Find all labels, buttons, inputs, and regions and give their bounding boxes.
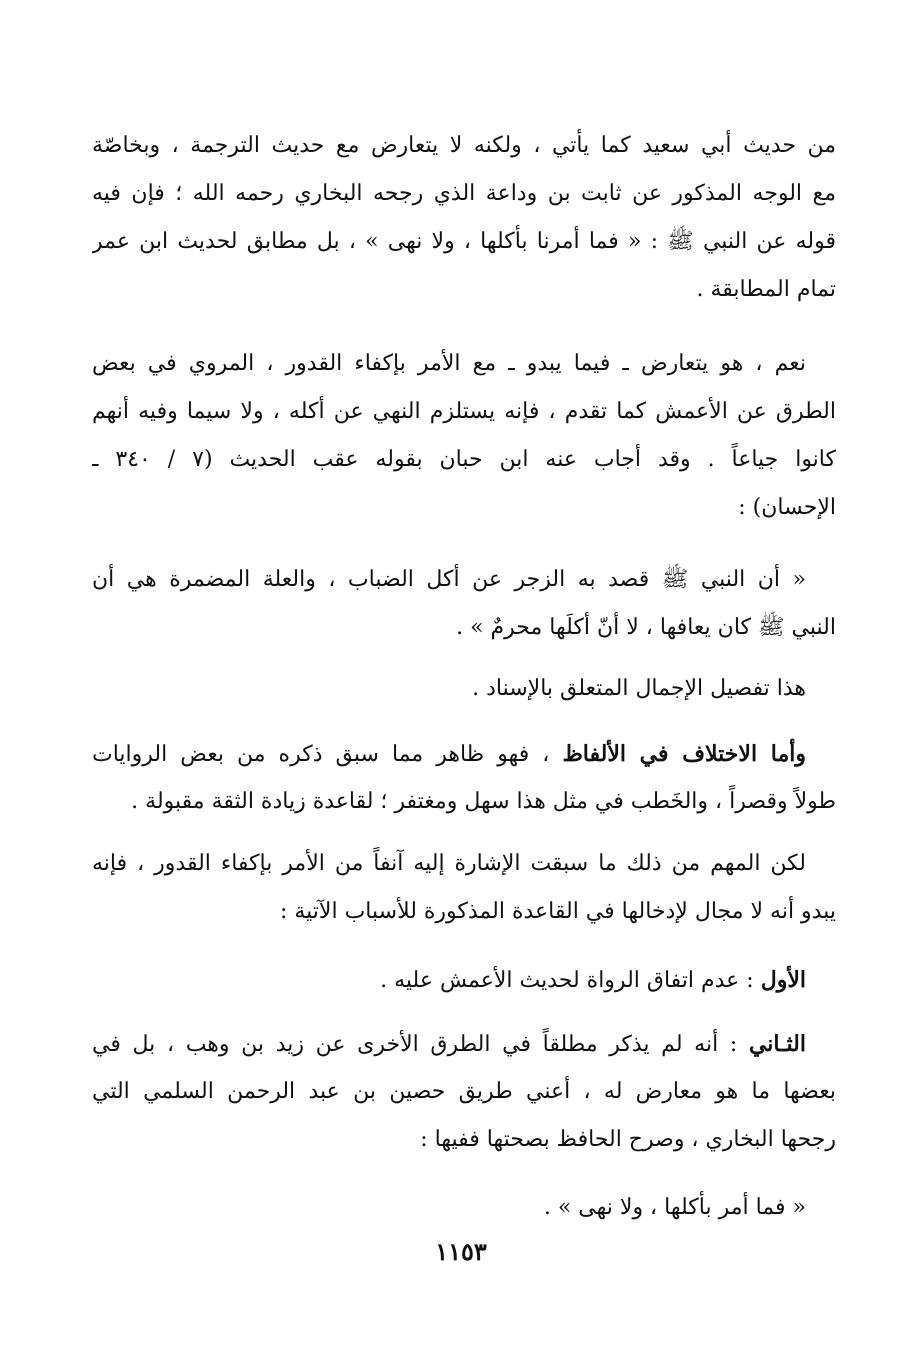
line-continuation: : أنه لم يذكر مطلقاً في الطرق الأخرى عن زيد بن وهب ، بل في [92,1032,738,1057]
bold-heading: الثـاني [748,1031,806,1057]
text-line: مع الوجه المذكور عن ثابت بن وداعة الذي رجحه البخاري رحمه الله ؛ فإن فيه [92,181,836,206]
text-line: الطرق عن الأعمش كما تقدم ، فإنه يستلزم النهي عن أكله ، ولا سيما وفيه أنهم [92,399,836,424]
text-line: طولاً وقصراً ، والخَطب في مثل هذا سهل ومغتفر ؛ لقاعدة زيادة الثقة مقبولة . [131,789,836,814]
bold-heading: وأما الاختلاف في الألفاظ [562,741,806,767]
text-line [92,730,836,778]
text-line: « فما أمر بأكلها ، ولا نهى » . [543,1195,806,1220]
text-line: رجحها البخاري ، وصرح الحافظ بصحتها ففيها : [420,1127,836,1152]
paragraph-5 [92,730,836,826]
line-continuation: : عدم اتفاق الرواة لحديث الأعمش عليه . [380,968,754,993]
page-number: ١١٥٣ [435,1237,487,1266]
text-line: « أن النبي ﷺ قصد به الزجر عن أكل الضباب ، والعلة المضمرة هي أن [92,567,806,592]
text-line: من حديث أبي سعيد كما يأتي ، ولكنه لا يتعارض مع حديث الترجمة ، وبخاصّة [92,133,836,158]
text-line: قوله عن النبي ﷺ : « فما أمرنا بأكلها ، ولا نهى » ، بل مطابق لحديث ابن عمر [92,229,836,254]
text-line [92,1020,836,1068]
line-continuation: ، فهو ظاهر مما سبق ذكره من بعض الروايات [92,742,550,767]
text-line: النبي ﷺ كان يعافها ، لا أنّ أكلَها محرمٌ » . [456,615,836,640]
text-line: الإحسان) : [738,495,836,520]
bold-heading: الأول [760,967,806,993]
text-line: تمام المطابقة . [696,277,836,302]
paragraph-2 [92,340,836,532]
text-line: بعضها ما هو معارض له ، أعني طريق حصين بن عبد الرحمن السلمي التي [92,1079,836,1104]
text-line: كانوا جياعاً . وقد أجاب عنه ابن حبان بقوله عقب الحديث (٧ / ٣٤٠ ـ [92,447,836,472]
paragraph-7 [92,956,836,1004]
text-line: يبدو أنه لا مجال لإدخالها في القاعدة المذكورة للأسباب الآتية : [279,899,836,924]
quote-paragraph-final [92,1184,836,1232]
paragraph-1 [92,122,836,314]
text-line: لكن المهم من ذلك ما سبقت الإشارة إليه آنفاً من الأمر بإكفاء القدور ، فإنه [92,851,806,876]
text-line [92,956,836,1004]
paragraph-8 [92,1020,836,1164]
paragraph-6 [92,840,836,936]
text-line: هذا تفصيل الإجمال المتعلق بالإسناد . [472,676,806,701]
text-line: نعم ، هو يتعارض ـ فيما يبدو ـ مع الأمر بإكفاء القدور ، المروي في بعض [92,351,806,376]
paragraph-4 [92,665,836,713]
quote-paragraph [92,556,836,652]
